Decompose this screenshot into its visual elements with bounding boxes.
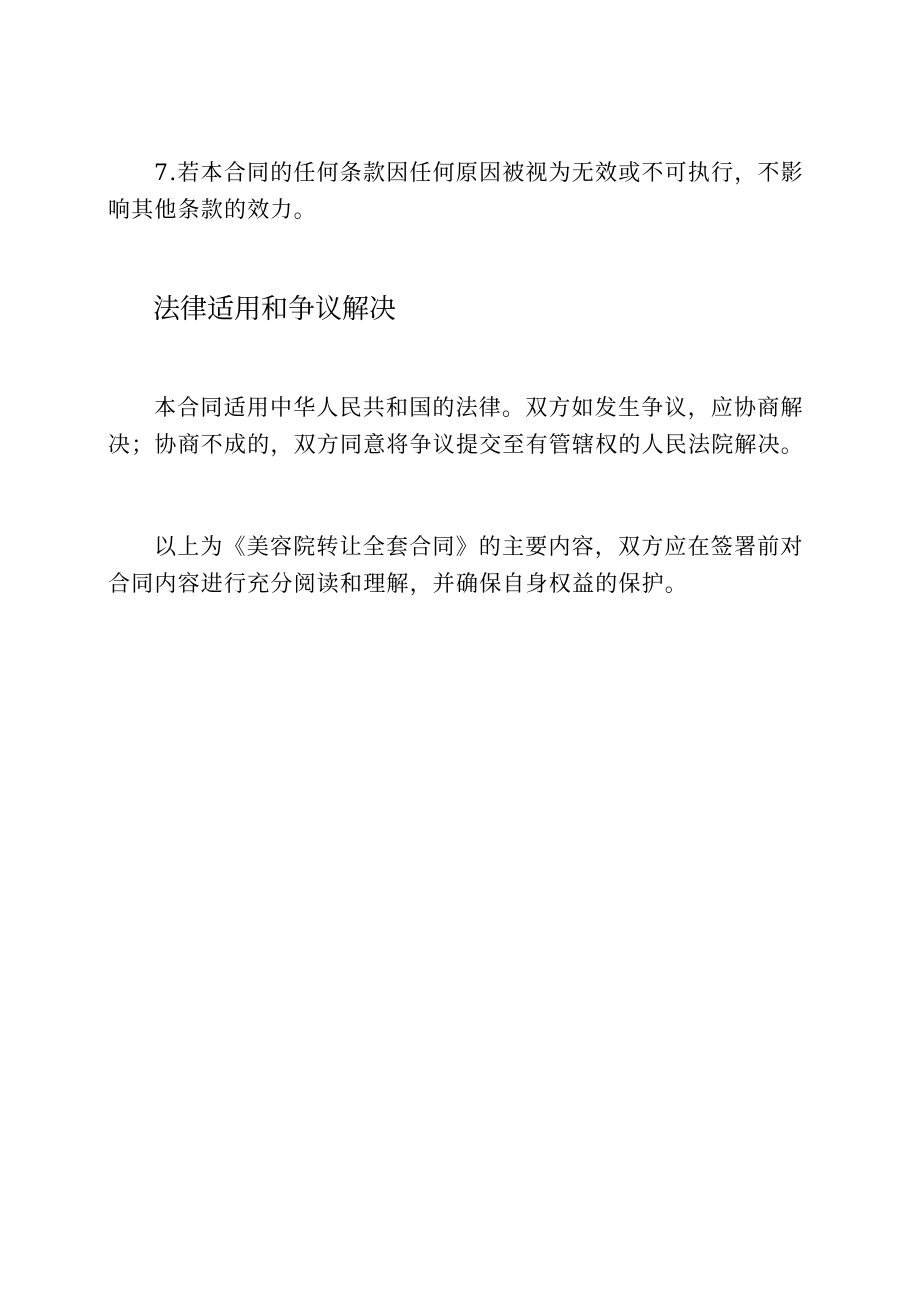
closing-paragraph: 以上为《美容院转让全套合同》的主要内容，双方应在签署前对合同内容进行充分阅读和理解，并确保自身权益的保护。 xyxy=(108,535,804,597)
clause-7-paragraph: 7.若本合同的任何条款因任何原因被视为无效或不可执行，不影响其他条款的效力。 xyxy=(108,161,804,223)
section-heading: 法律适用和争议解决 xyxy=(153,294,396,325)
governing-law-paragraph: 本合同适用中华人民共和国的法律。双方如发生争议，应协商解决；协商不成的，双方同意将争议提交至有管辖权的人民法院解决。 xyxy=(108,396,805,458)
